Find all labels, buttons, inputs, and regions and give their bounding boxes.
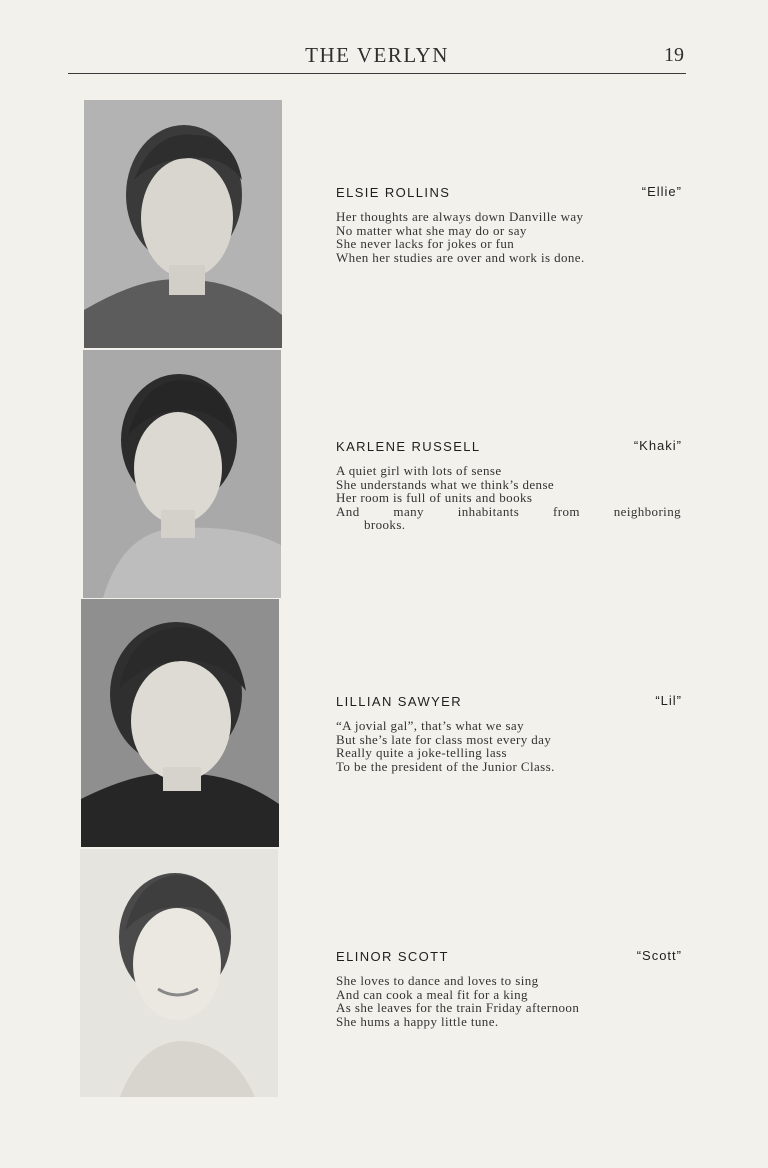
verse-line: But she’s late for class most every day [336,731,552,747]
verse-line: When her studies are over and work is done. [336,249,585,265]
verse-line: Her room is full of units and books [336,490,533,505]
verse-line: A quiet girl with lots of sense [336,463,502,478]
student-nickname: “Khaki” [633,438,682,453]
verse-line: She hums a happy little tune. [336,1013,499,1029]
student-verse [336,464,684,532]
verse-line: Really quite a joke-telling lass [336,745,507,760]
verse-line: She understands what we think’s dense [336,476,555,492]
student-nickname: “Lil” [655,693,682,708]
verse-line: As she leaves for the train Friday afternoon [336,1000,580,1015]
page-header [68,40,686,74]
page-number: 19 [664,44,684,66]
entry-heading [336,438,684,454]
verse-line: She never lacks for jokes or fun [336,236,515,251]
student-nickname: “Ellie” [641,184,682,199]
verse-line: No matter what she may do or say [336,222,527,238]
student-entry-2 [336,438,684,532]
verse-line: brooks. [364,517,406,532]
verse-line: Her thoughts are always down Danville way [336,209,584,224]
student-name: ELINOR SCOTT [336,949,449,964]
portrait-photo-2 [83,350,281,598]
publication-title: THE VERLYN [305,43,449,67]
student-entry-1 [336,184,684,264]
entry-heading [336,948,684,964]
student-name: ELSIE ROLLINS [336,185,451,200]
student-verse [336,974,684,1028]
entry-heading [336,184,684,200]
portrait-photo-1 [84,100,282,348]
verse-line: And can cook a meal fit for a king [336,986,528,1002]
student-entry-3 [336,693,684,773]
student-verse [336,719,684,773]
portrait-photo-4 [80,849,278,1097]
student-name: LILLIAN SAWYER [336,694,463,709]
verse-line: “A jovial gal”, that’s what we say [336,718,524,733]
verse-line: To be the president of the Junior Class. [336,758,555,774]
verse-line: And many inhabitants from neighboring [336,503,681,519]
student-verse [336,210,684,264]
portrait-photo-3 [81,599,279,847]
student-entry-4 [336,948,684,1028]
verse-line: She loves to dance and loves to sing [336,973,539,988]
student-name: KARLENE RUSSELL [336,439,481,454]
entry-heading [336,693,684,709]
student-nickname: “Scott” [636,948,682,963]
